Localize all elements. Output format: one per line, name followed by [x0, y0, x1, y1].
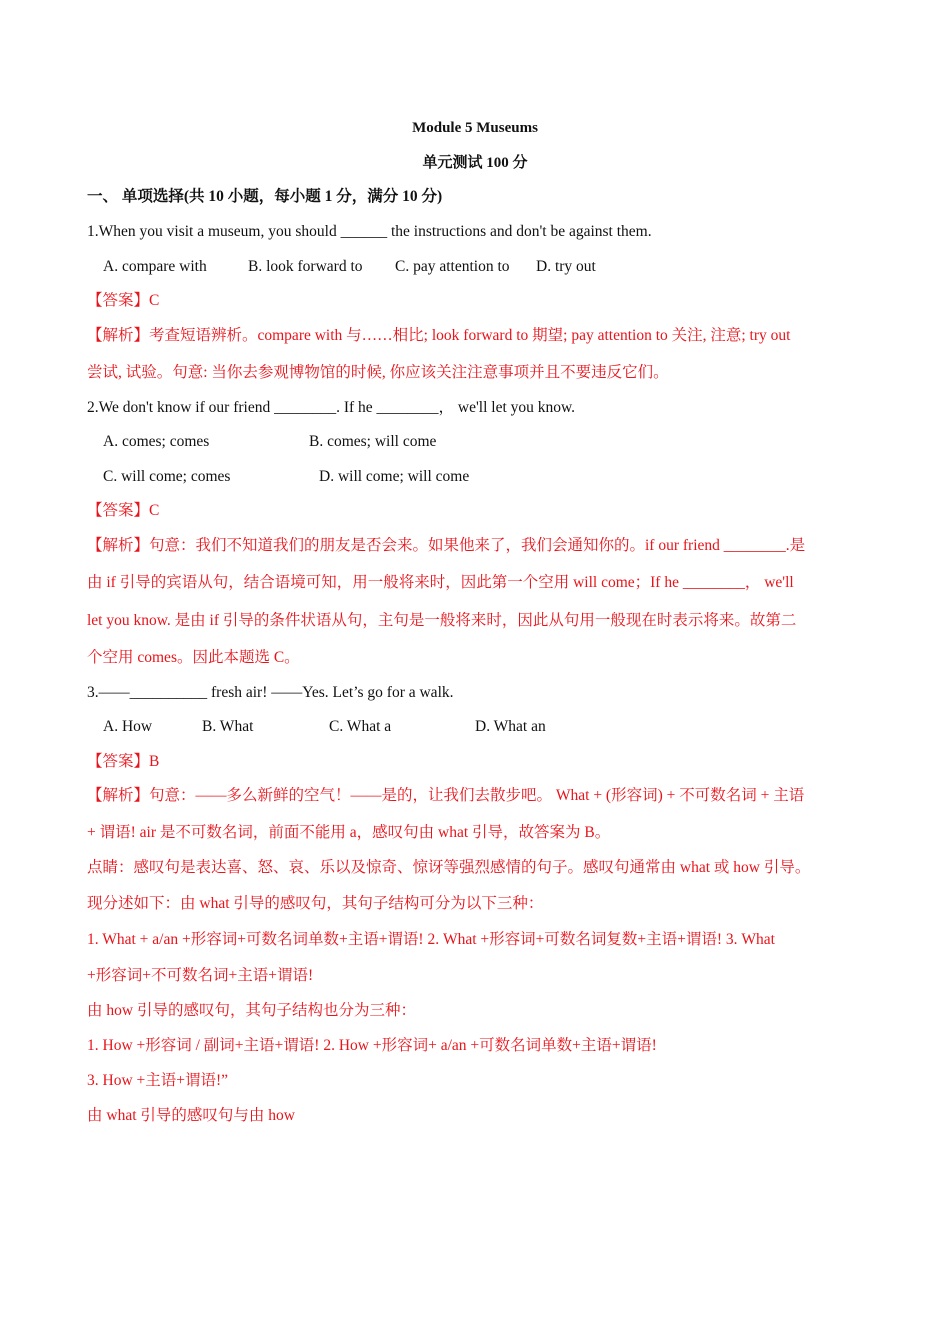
question-2-stem: 2.We don't know if our friend ________. If he ________， we'll let you know. — [87, 399, 576, 416]
option-c: C. What a — [329, 718, 392, 735]
question-3-tip-line: 现分述如下：由 what 引导的感叹句，其句子结构可分为以下三种： — [87, 895, 544, 912]
question-2-answer: 【答案】C — [87, 502, 160, 519]
question-2-analysis-line: 由 if 引导的宾语从句，结合语境可知，用一般将来时，因此第一个空用 will come；If he ________， we'll — [87, 574, 794, 591]
question-3-tip-line: 1. How +形容词 / 副词+主语+谓语! 2. How +形容词+ a/an +可数名词单数+主语+谓语! — [87, 1037, 657, 1054]
question-3-tip-line: 点睛：感叹句是表达喜、怒、哀、乐以及惊奇、惊讶等强烈感情的句子。感叹句通常由 what 或 how 引导。 — [87, 859, 811, 876]
question-1-answer: 【答案】C — [87, 292, 160, 309]
option-c: C. will come; comes — [103, 468, 231, 485]
page-title: Module 5 Museums — [412, 120, 538, 136]
question-3-tip-line: 由 how 引导的感叹句，其句子结构也分为三种： — [87, 1002, 416, 1019]
option-c: C. pay attention to — [395, 258, 510, 275]
question-2-analysis-line: 【解析】句意：我们不知道我们的朋友是否会来。如果他来了，我们会通知你的。if our friend ________.是 — [87, 537, 806, 554]
option-a: A. How — [103, 718, 153, 735]
question-2-analysis-line: let you know. 是由 if 引导的条件状语从句，主句是一般将来时，因此从句用一般现在时表示将来。故第二 — [87, 612, 797, 629]
option-d: D. try out — [536, 258, 596, 275]
option-b: B. look forward to — [248, 258, 363, 275]
page-subtitle: 单元测试 100 分 — [422, 155, 528, 171]
option-d: D. What an — [475, 718, 546, 735]
option-b: B. comes; will come — [309, 433, 437, 450]
question-3-stem: 3.——__________ fresh air! ——Yes. Let’s go for a walk. — [87, 684, 454, 701]
question-3-analysis-line: + 谓语! air 是不可数名词，前面不能用 a，感叹句由 what 引导，故答案为 B。 — [87, 824, 611, 841]
option-a: A. comes; comes — [103, 433, 210, 450]
question-1-stem: 1.When you visit a museum, you should ______ the instructions and don't be against them. — [87, 223, 652, 240]
question-3-answer: 【答案】B — [87, 753, 160, 770]
question-3-tip-line: +形容词+不可数名词+主语+谓语! — [87, 967, 314, 984]
question-1-analysis-line: 【解析】考查短语辨析。compare with 与……相比; look forward to 期望; pay attention to 关注, 注意; try out — [87, 327, 791, 344]
question-3-analysis-line: 【解析】句意：——多么新鲜的空气！——是的，让我们去散步吧。 What + (形容词) + 不可数名词 + 主语 — [87, 787, 805, 804]
question-1-analysis-line: 尝试, 试验。句意: 当你去参观博物馆的时候, 你应该关注注意事项并且不要违反它们。 — [87, 364, 669, 381]
option-d: D. will come; will come — [319, 468, 470, 485]
question-3-tip-line: 3. How +主语+谓语!” — [87, 1072, 229, 1089]
question-3-tip-line: 由 what 引导的感叹句与由 how — [87, 1107, 295, 1124]
question-2-analysis-line: 个空用 comes。因此本题选 C。 — [87, 649, 300, 666]
option-b: B. What — [202, 718, 254, 735]
option-a: A. compare with — [103, 258, 207, 275]
question-3-tip-line: 1. What + a/an +形容词+可数名词单数+主语+谓语! 2. What +形容词+可数名词复数+主语+谓语! 3. What — [87, 931, 775, 948]
section-heading: 一、 单项选择(共 10 小题，每小题 1 分，满分 10 分) — [87, 188, 443, 205]
